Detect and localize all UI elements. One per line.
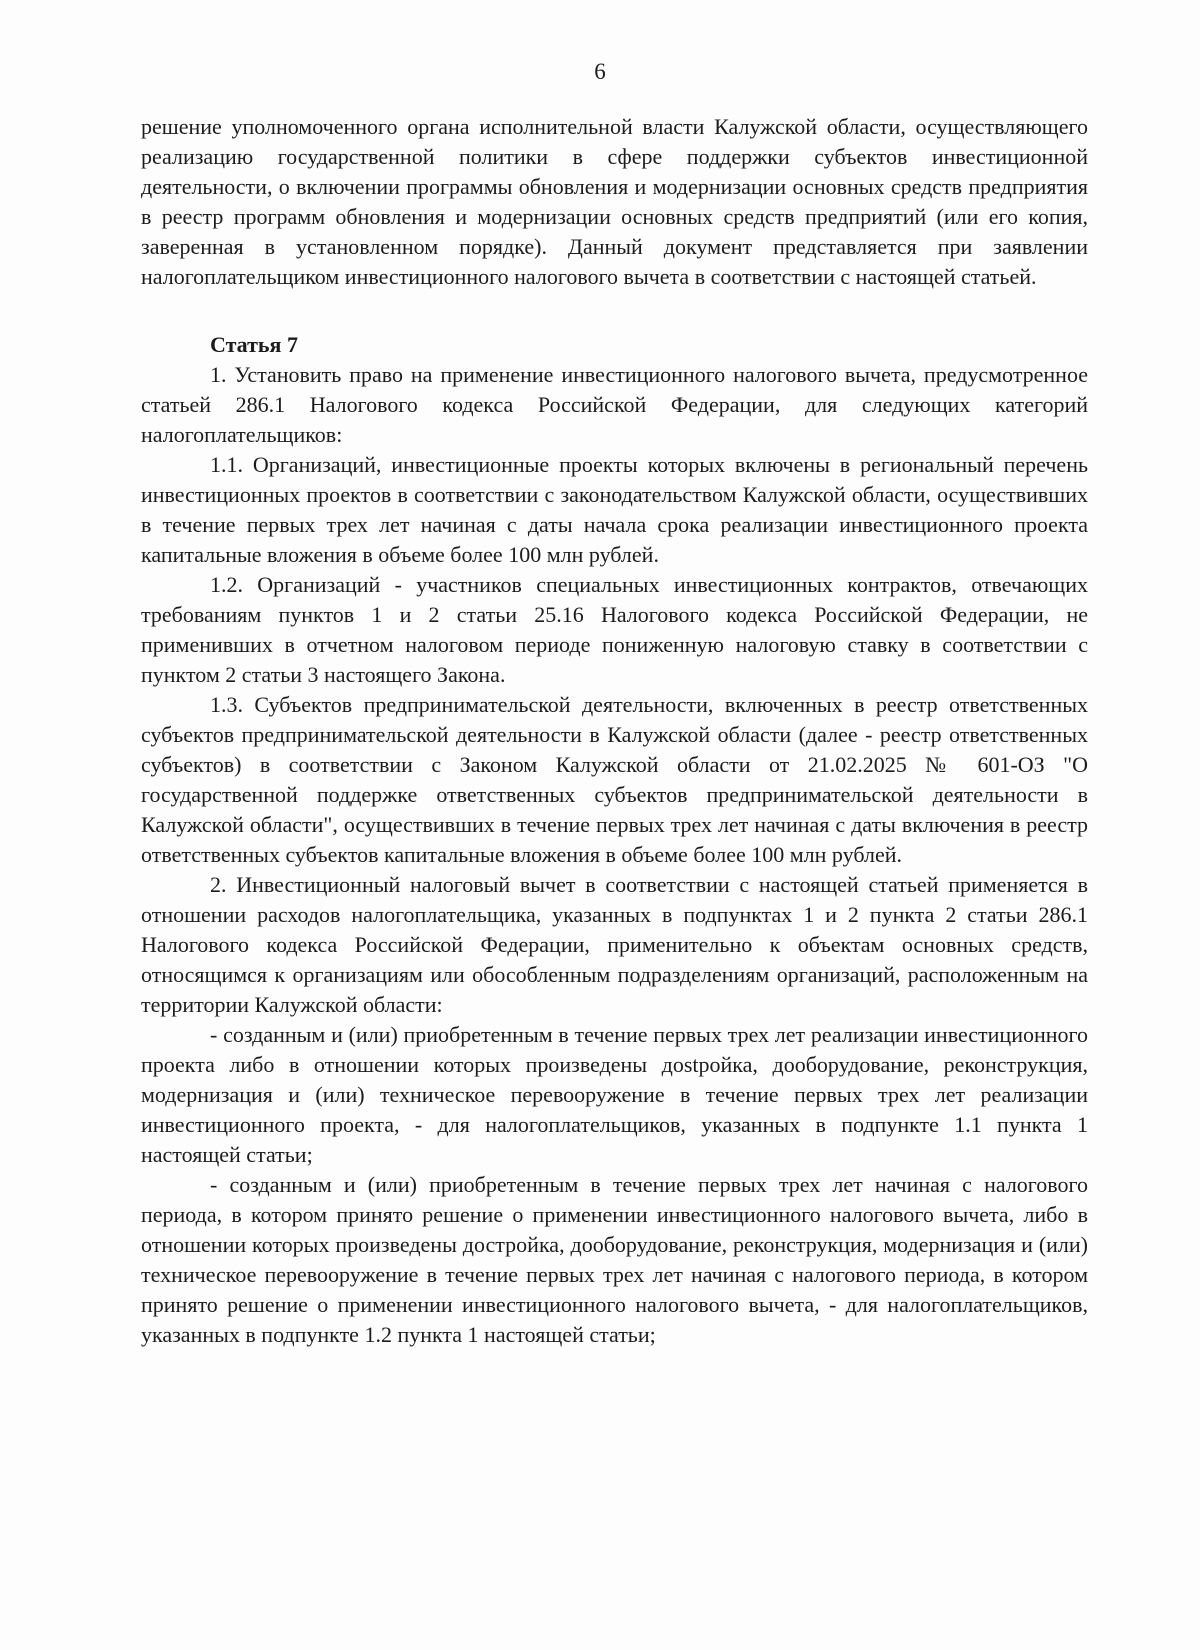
paragraph-2-item-1: - созданным и (или) приобретенным в течение первых трех лет реализации инвестиционного проекта либо в отношении которых произведены дostройка, дооборудование, реконструкция, модернизация и (или) техническое перевооружение в течение первых трех лет реализации инвестиционного проекта, - для налогоплательщиков, указанных в подпункте 1.1 пункта 1 настоящей статьи; <box>141 1022 1088 1167</box>
paragraph-1-2: 1.2. Организаций - участников специальных инвестиционных контрактов, отвечающих требованиям пунктов 1 и 2 статьи 25.16 Налогового кодекса Российской Федерации, не применивших в отчетном налоговом периоде пониженную налоговую ставку в соответствии с пунктом 2 статьи 3 настоящего Закона. <box>141 572 1088 687</box>
paragraph-1-1: 1.1. Организаций, инвестиционные проекты которых включены в региональный перечень инвестиционных проектов в соответствии с законодательством Калужской области, осуществивших в течение первых трех лет начиная с даты начала срока реализации инвестиционного проекта капитальные вложения в объеме более 100 млн рублей. <box>141 452 1088 567</box>
paragraph-2: 2. Инвестиционный налоговый вычет в соответствии с настоящей статьей применяется в отношении расходов налогоплательщика, указанных в подпунктах 1 и 2 пункта 2 статьи 286.1 Налогового кодекса Российской Федерации, применительно к объектам основных средств, относящимся к организациям или обособленным подразделениям организаций, расположенным на территории Калужской области: <box>141 872 1088 1017</box>
document-body <box>141 112 1088 1350</box>
article-heading: Статья 7 <box>210 332 298 357</box>
page-number: 6 <box>594 59 606 84</box>
paragraph-1: 1. Установить право на применение инвестиционного налогового вычета, предусмотренное статьей 286.1 Налогового кодекса Российской Федерации, для следующих категорий налогоплательщиков: <box>141 362 1088 447</box>
paragraph-2-item-2: - созданным и (или) приобретенным в течение первых трех лет начиная с налогового периода, в котором принято решение о применении инвестиционного налогового вычета, либо в отношении которых произведены достройка, дооборудование, реконструкция, модернизация и (или) техническое перевооружение в течение первых трех лет начиная с налогового периода, в котором принято решение о применении инвестиционного налогового вычета, - для налогоплательщиков, указанных в подпункте 1.2 пункта 1 настоящей статьи; <box>141 1172 1088 1347</box>
intro-paragraph: решение уполномоченного органа исполнительной власти Калужской области, осуществляющего реализацию государственной политики в сфере поддержки субъектов инвестиционной деятельности, о включении программы обновления и модернизации основных средств предприятия в реестр программ обновления и модернизации основных средств предприятий (или его копия, заверенная в установленном порядке). Данный документ представляется при заявлении налогоплательщиком инвестиционного налогового вычета в соответствии с настоящей статьей. <box>141 114 1088 289</box>
paragraph-1-3: 1.3. Субъектов предпринимательской деятельности, включенных в реестр ответственных субъектов предпринимательской деятельности в Калужской области (далее - реестр ответственных субъектов) в соответствии с Законом Калужской области от 21.02.2025 № 601-ОЗ "О государственной поддержке ответственных субъектов предпринимательской деятельности в Калужской области", осуществивших в течение первых трех лет начиная с даты включения в реестр ответственных субъектов капитальные вложения в объеме более 100 млн рублей. <box>141 692 1088 867</box>
